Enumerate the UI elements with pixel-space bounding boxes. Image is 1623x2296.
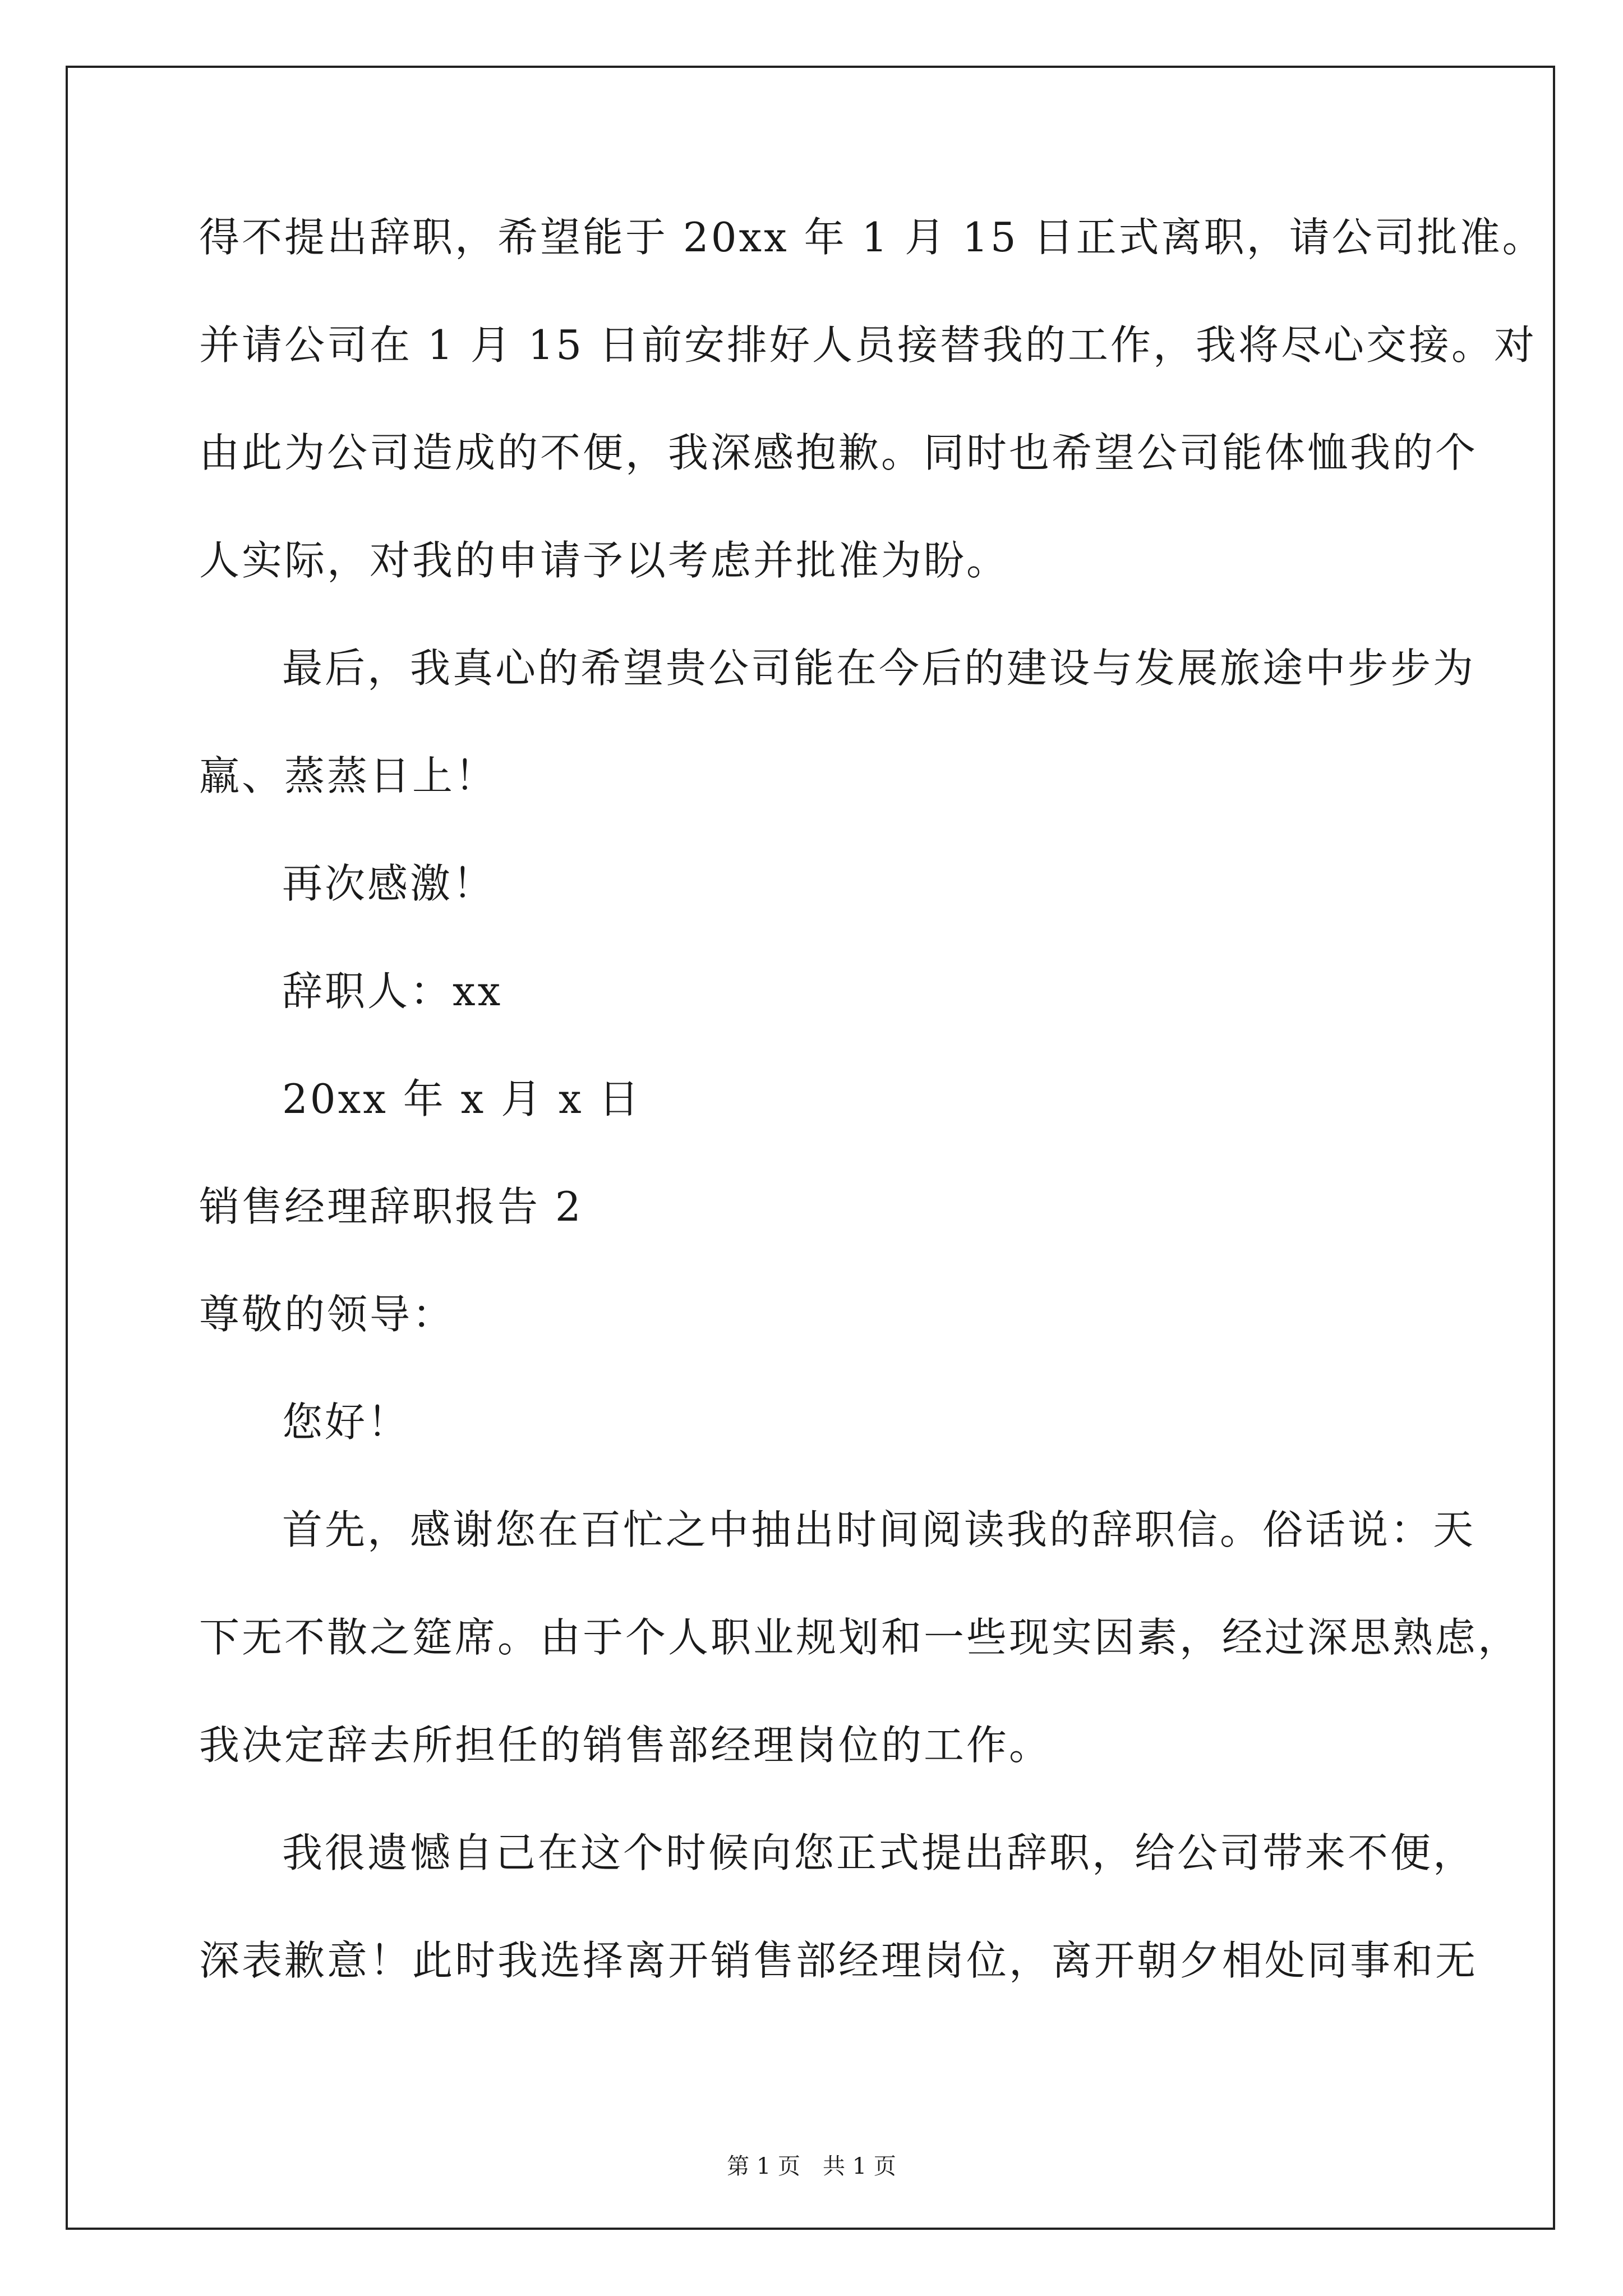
body-line: 人实际，对我的申请予以考虑并批准为盼。 [199, 537, 1009, 584]
body-line: 我决定辞去所担任的销售部经理岗位的工作。 [199, 1722, 1052, 1769]
page-number: 第 1 页 [727, 2154, 800, 2179]
body-line: 深表歉意！此时我选择离开销售部经理岗位，离开朝夕相处同事和无 [199, 1937, 1478, 1984]
document-body [199, 210, 1545, 2041]
date-line: 20xx 年 x 月 x 日 [282, 1075, 642, 1122]
body-line: 最后，我真心的希望贵公司能在今后的建设与发展旅途中步步为 [282, 645, 1476, 692]
body-line: 我很遗憾自己在这个时候向您正式提出辞职，给公司带来不便， [282, 1829, 1476, 1876]
body-line: 羸、蒸蒸日上！ [199, 752, 498, 799]
section-title: 销售经理辞职报告 2 [199, 1183, 583, 1230]
body-line: 并请公司在 1 月 15 日前安排好人员接替我的工作，我将尽心交接。对 [199, 321, 1537, 369]
salutation: 尊敬的领导： [199, 1291, 455, 1338]
page-total: 共 1 页 [823, 2154, 896, 2179]
body-line: 下无不散之筵席。由于个人职业规划和一些现实因素，经过深思熟虑， [199, 1614, 1521, 1661]
closing-line: 再次感激！ [282, 860, 496, 907]
greeting: 您好！ [282, 1398, 411, 1446]
body-line: 由此为公司造成的不便，我深感抱歉。同时也希望公司能体恤我的个 [199, 429, 1478, 476]
body-line: 首先，感谢您在百忙之中抽出时间阅读我的辞职信。俗话说：天 [282, 1506, 1476, 1553]
body-line: 得不提出辞职，希望能于 20xx 年 1 月 15 日正式离职，请公司批准。 [199, 214, 1545, 261]
signature-line: 辞职人：xx [282, 968, 503, 1015]
page-footer [0, 2151, 1623, 2182]
